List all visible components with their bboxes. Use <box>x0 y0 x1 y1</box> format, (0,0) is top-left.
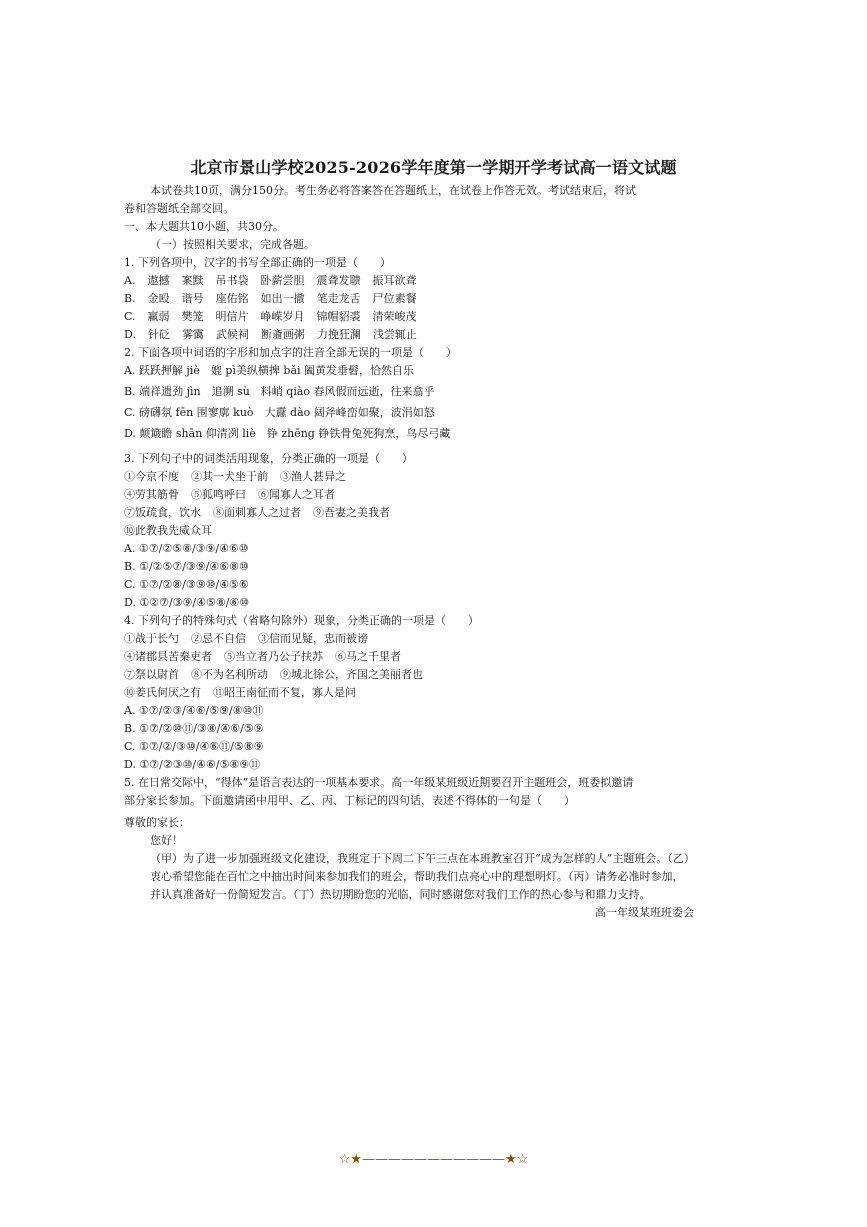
question-1-option-c <box>124 308 694 326</box>
question-4 <box>124 612 694 774</box>
letter-salutation: 尊敬的家长： <box>124 816 190 829</box>
option-word: 振耳欲聋 <box>372 274 417 287</box>
question-2-option-a: A. 跃跃押解 jiè 媲 pì美纵横捭 bǎi 阖黄发垂髫，恰然自乐 <box>124 364 415 377</box>
question-3-sentences-row <box>124 522 694 540</box>
sentence-item: ②忌不自信 <box>191 632 246 645</box>
question-1-option-d <box>124 326 694 344</box>
sentence-item: ④劳其筋骨 <box>124 488 179 501</box>
sentence-item: ④诸郡县苦秦吏者 <box>124 650 212 663</box>
intro-line-1: 本试卷共10页，满分150分。考生务必将答案答在答题纸上，在试卷上作答无效。考试结束后，将试 <box>150 184 636 197</box>
question-4-sentences-row <box>124 684 694 702</box>
question-4-stem: 4. 下列句子的特殊句式（省略句除外）现象，分类正确的一项是（ ） <box>124 614 479 627</box>
sentence-item: ⑦饭疏食，饮水 <box>124 506 201 519</box>
option-label: A. <box>124 274 136 287</box>
option-word: 浅尝辄止 <box>372 328 417 341</box>
question-4-sentences-row <box>124 648 694 666</box>
option-word: 谐号 <box>181 292 204 305</box>
sentence-item: ①战于长勺 <box>124 632 179 645</box>
question-1-option-b <box>124 290 694 308</box>
option-word: 明信片 <box>215 310 249 323</box>
option-word: 力挽狂澜 <box>316 328 361 341</box>
section-heading: 一、本大题共10小题，共30分。 <box>124 220 284 233</box>
sentence-item: ⑨城北徐公，齐国之美丽者也 <box>280 668 423 681</box>
option-word: 赢弱 <box>147 310 170 323</box>
option-word: 笔走龙舌 <box>316 292 361 305</box>
question-3-option-a: A. ①⑦/②⑤⑧/③⑨/④⑥⑩ <box>124 542 249 555</box>
question-4-option-b: B. ①⑦/②⑩⑪/③⑧/④⑥/⑤⑨ <box>124 722 264 735</box>
option-word: 如出一撤 <box>260 292 305 305</box>
option-word: 金殴 <box>147 292 170 305</box>
sentence-item: ⑩此教我先威众耳 <box>124 524 212 537</box>
option-label: C. <box>124 310 136 323</box>
option-word: 尸位素餐 <box>372 292 417 305</box>
option-word: 断齑画粥 <box>260 328 305 341</box>
question-1-stem: 1. 下列各项中，汉字的书写全部正确的一项是（ ） <box>124 256 391 269</box>
sentence-item: ②其一犬坐于前 <box>191 470 268 483</box>
part-heading: （一）按照相关要求，完成各题。 <box>150 238 315 251</box>
question-2 <box>124 344 694 446</box>
page-title: 北京市景山学校2025-2026学年度第一学期开学考试高一语文试题 <box>190 158 677 177</box>
option-word: 樊笼 <box>181 310 204 323</box>
question-2-option-b: B. 端祥遗劲 jìn 追溯 sù 料峭 qiào 春风假而远逝，往来翕乎 <box>124 385 435 398</box>
question-4-sentences-row <box>124 666 694 684</box>
question-2-option-c: C. 磅礴氛 fēn 围寥廓 kuò 大纛 dào 阔斧峰峦如聚，波涓如怒 <box>124 406 435 419</box>
question-3-option-b: B. ①/②⑤⑦/③⑨/④⑥⑧⑩ <box>124 560 249 573</box>
option-word: 针砭 <box>147 328 170 341</box>
sentence-item: ⑤狐鸣呼曰 <box>191 488 246 501</box>
question-4-sentences-row <box>124 630 694 648</box>
option-label: D. <box>124 328 136 341</box>
question-1-option-a <box>124 272 694 290</box>
option-word: 雾霭 <box>181 328 204 341</box>
sentence-item: ③渔人甚异之 <box>280 470 346 483</box>
sentence-item: ⑨吾妻之美我者 <box>313 506 390 519</box>
sentence-item: ⑤当立者乃公子扶苏 <box>224 650 323 663</box>
option-word: 震聋发聩 <box>316 274 361 287</box>
question-3-sentences-row <box>124 468 694 486</box>
sentence-item: ⑦祭以尉首 <box>124 668 179 681</box>
letter-greeting: 您好！ <box>150 834 183 847</box>
sentence-item: ⑥马之千里者 <box>335 650 401 663</box>
question-5-stem-1: 5. 在日常交际中，“得体”是语言表达的一项基本要求。高一年级某班级近期要召开主题班会，班委拟邀请 <box>124 776 634 789</box>
option-word: 遨撼 <box>147 274 170 287</box>
question-3-option-d: D. ①②⑦/③⑨/④⑤⑧/⑥⑩ <box>124 596 250 609</box>
footer-ornament: ☆★———————————★☆ <box>338 1152 529 1167</box>
question-3-sentences-row <box>124 486 694 504</box>
option-word: 座佑铭 <box>215 292 249 305</box>
sentence-item: ①今京不度 <box>124 470 179 483</box>
question-5 <box>124 774 694 922</box>
option-word: 锦帽貂裘 <box>316 310 361 323</box>
option-word: 吊书袋 <box>215 274 249 287</box>
option-word: 案黩 <box>181 274 204 287</box>
question-4-option-c: C. ①⑦/②/③⑩/④⑥⑪/⑤⑧⑨ <box>124 740 264 753</box>
option-word: 峥嵘岁月 <box>260 310 305 323</box>
question-3 <box>124 450 694 612</box>
question-3-stem: 3. 下列句子中的词类活用现象，分类正确的一项是（ ） <box>124 452 413 465</box>
question-5-stem-2: 部分家长参加。下面邀请函中用甲、乙、丙、丁标记的四句话，表述不得体的一句是（ ） <box>124 794 575 807</box>
sentence-item: ③信而见疑，忠而被谤 <box>258 632 368 645</box>
question-4-option-a: A. ①⑦/②③/④⑥/⑤⑨/⑧⑩⑪ <box>124 704 264 717</box>
question-2-stem: 2. 下面各项中词语的字形和加点字的注音全部无误的一项是（ ） <box>124 346 457 359</box>
question-3-option-c: C. ①⑦/②⑧/③⑨⑩/④⑤⑥ <box>124 578 249 591</box>
sentence-item: ⑧不为名利所动 <box>191 668 268 681</box>
sentence-item: ⑩姜氏何厌之有 <box>124 686 201 699</box>
intro-line-2: 卷和答题纸全部交回。 <box>124 202 234 215</box>
letter-signature: 高一年级某班班委会 <box>595 906 694 919</box>
option-word: 清荣峻茂 <box>372 310 417 323</box>
question-2-option-d: D. 颠簸瞻 shān 仰清冽 liè 铮 zhēng 铮铁骨兔死狗烹，鸟尽弓藏 <box>124 427 451 440</box>
question-3-sentences-row <box>124 504 694 522</box>
sentence-item: ⑪昭王南征而不复，寡人是问 <box>213 686 356 699</box>
letter-body: （甲）为了进一步加强班级文化建设，我班定于下周二下午三点在本班教室召开“成为怎样的人”主题班会。（乙）衷心希望您能在百忙之中抽出时间来参加我们的班会，帮助我们点亮心中的理想明灯。（丙）请务必准时参加，并认真准备好一份简短发言。（丁）热切期盼您的光临，同时感谢您对我们工作的热心参与和鼎力支持。 <box>150 852 690 901</box>
option-label: B. <box>124 292 136 305</box>
option-word: 卧薪尝胆 <box>260 274 305 287</box>
sentence-item: ⑥闻寡人之耳者 <box>258 488 335 501</box>
intro-block <box>124 182 694 254</box>
sentence-item: ⑧面刺寡人之过者 <box>213 506 301 519</box>
question-4-option-d: D. ①⑦/②③⑩/④⑥/⑤⑧⑨⑪ <box>124 758 261 771</box>
option-word: 武候祠 <box>215 328 249 341</box>
question-1 <box>124 254 694 344</box>
